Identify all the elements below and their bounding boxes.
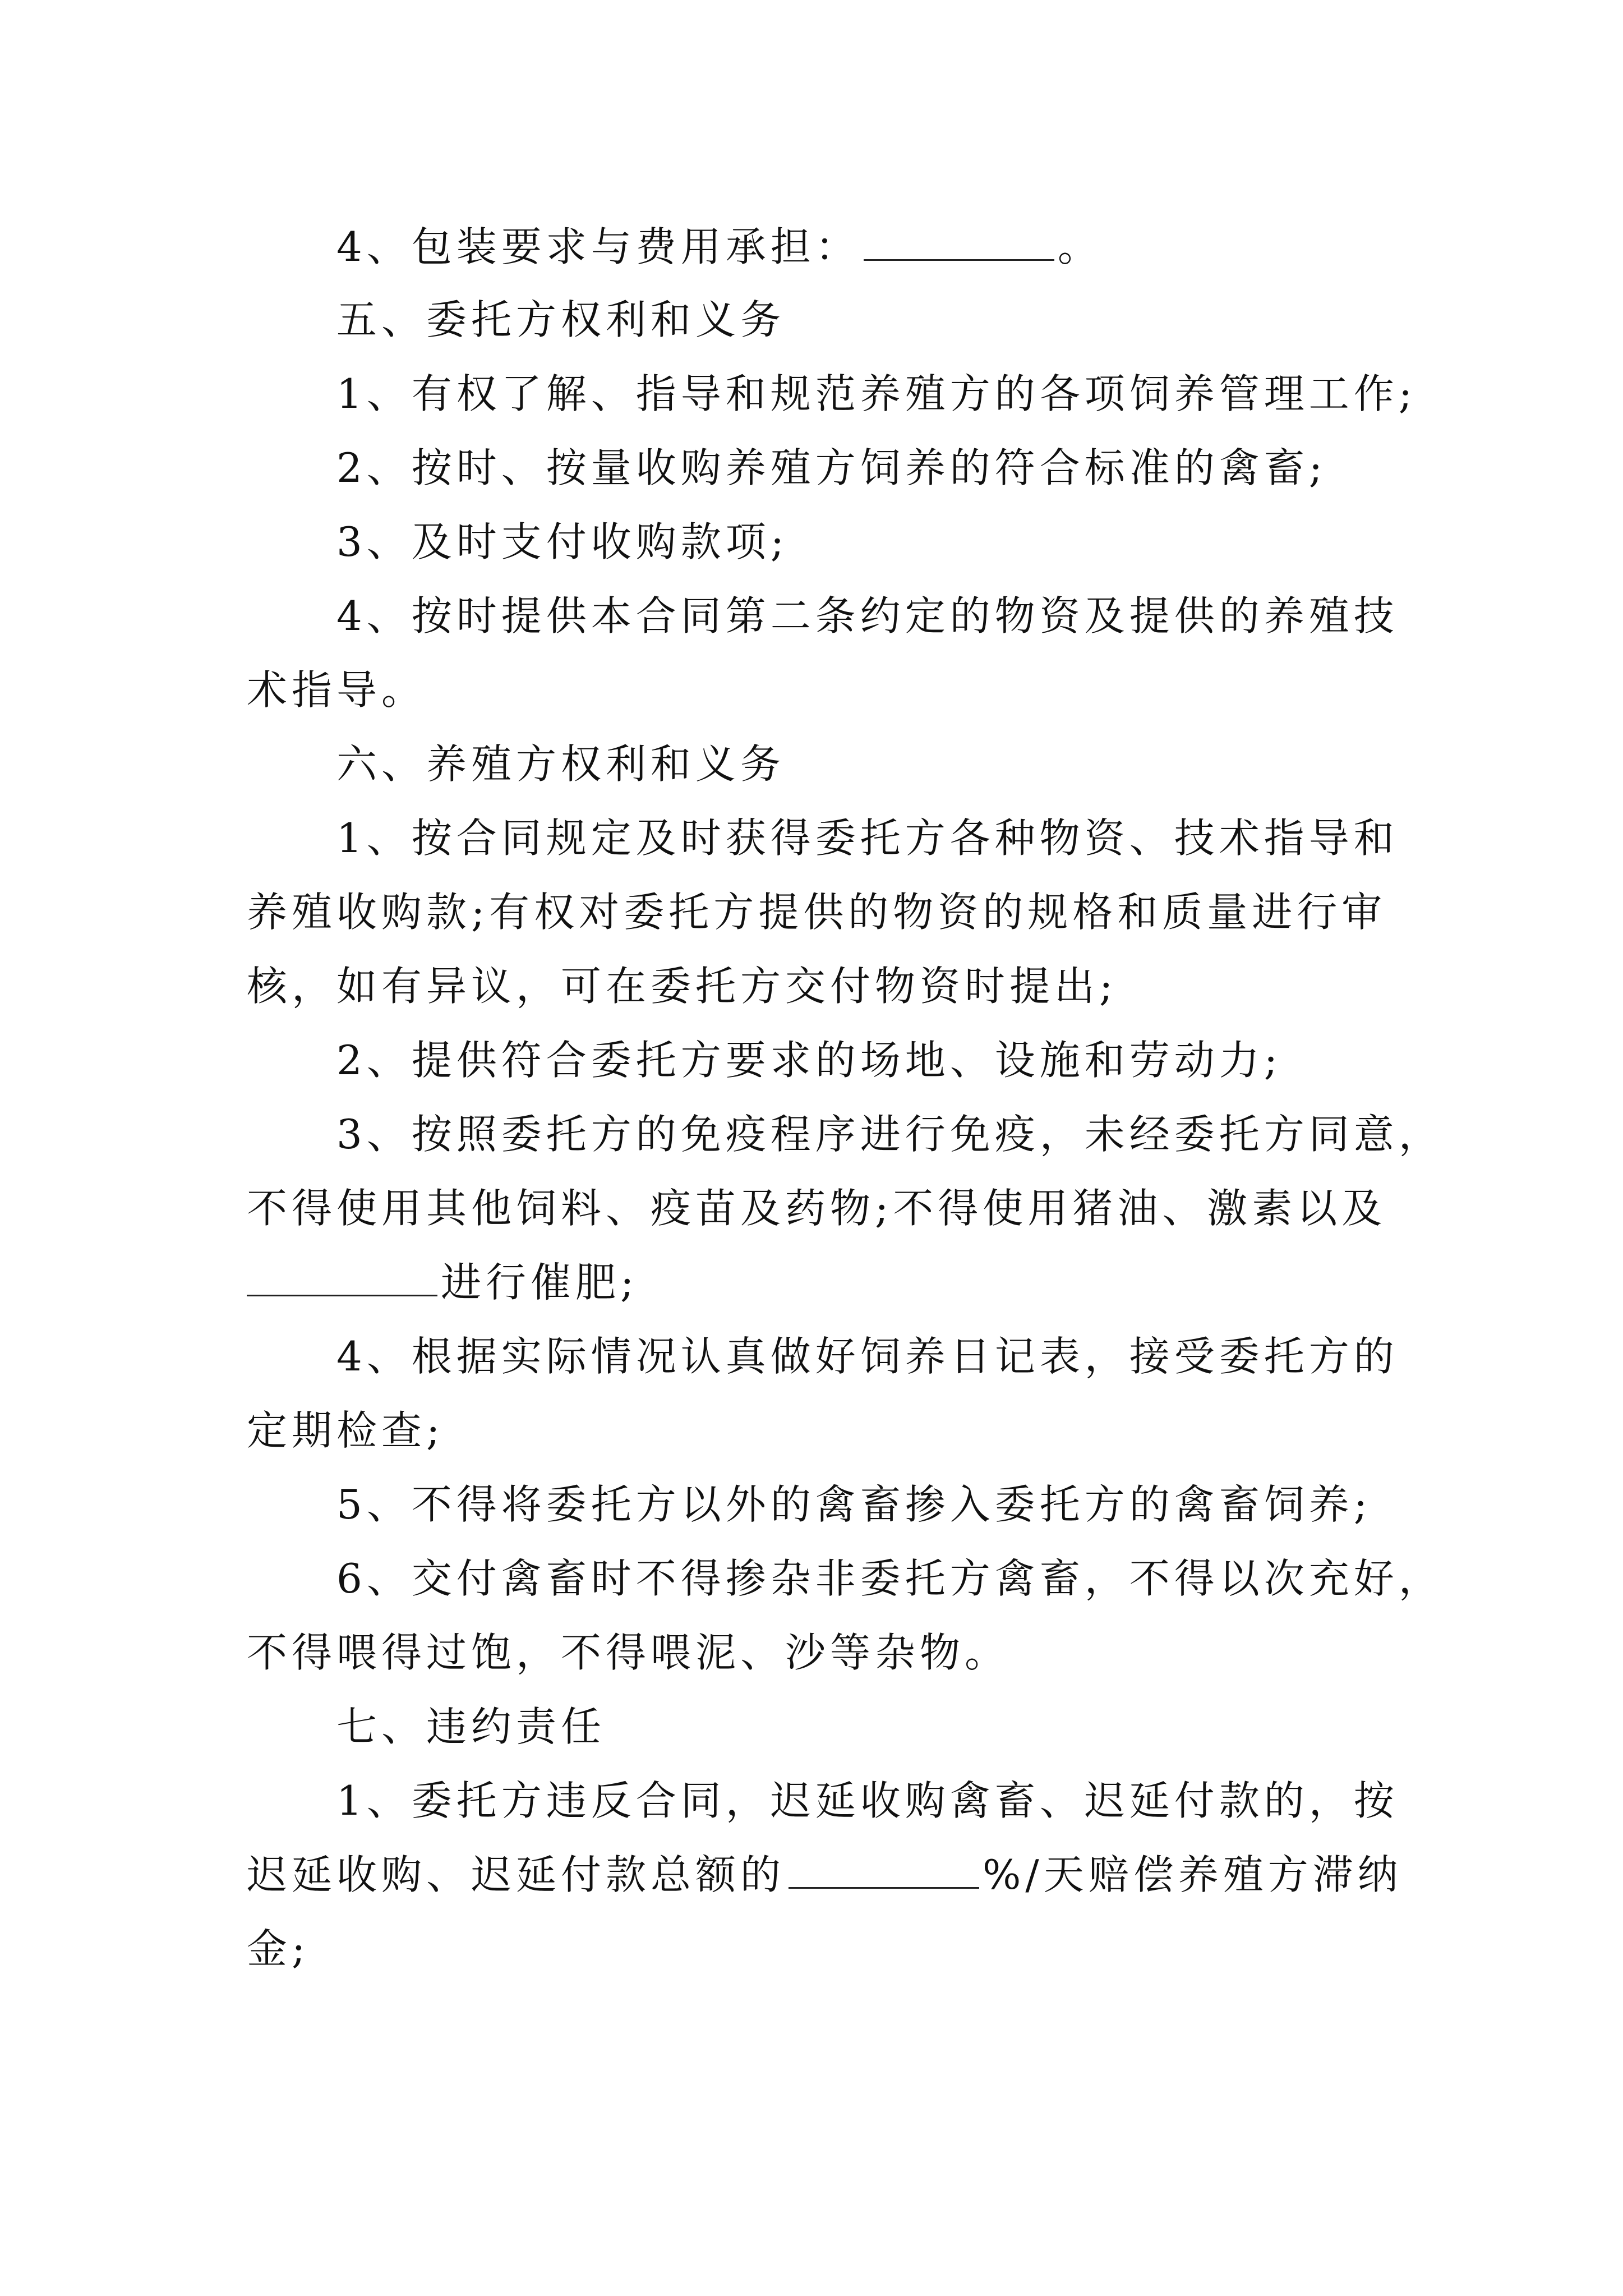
text-segment: 3、按照委托方的免疫程序进行免疫，未经委托方同意， xyxy=(336,1111,1444,1158)
fill-blank xyxy=(864,226,1054,261)
list-item-continuation xyxy=(247,1254,638,1310)
text-segment: 养殖收购款;有权对委托方提供的物资的规格和质量进行审 xyxy=(247,889,1387,936)
text-segment: 不得使用其他饲料、疫苗及药物;不得使用猪油、激素以及 xyxy=(247,1185,1387,1232)
list-item-continuation xyxy=(247,662,426,718)
list-item xyxy=(336,1328,1399,1384)
list-item xyxy=(336,1032,1282,1088)
text-segment: 术指导。 xyxy=(247,666,427,714)
section-heading xyxy=(336,292,785,348)
text-segment: 2、提供符合委托方要求的场地、设施和劳动力; xyxy=(336,1037,1283,1084)
text-segment: 1、委托方违反合同，迟延收购禽畜、迟延付款的，按 xyxy=(336,1777,1399,1824)
heading-text: 七、违约责任 xyxy=(336,1703,606,1750)
list-item-continuation xyxy=(247,1847,1403,1903)
list-item-continuation xyxy=(247,1921,310,1977)
list-item-continuation xyxy=(247,1180,1386,1236)
list-item xyxy=(336,366,1417,422)
text-segment: %/天赔偿养殖方滞纳 xyxy=(983,1851,1403,1898)
text-segment: 3、及时支付收购款项; xyxy=(336,518,789,565)
text-segment: 定期检查; xyxy=(247,1407,445,1454)
paragraph-packaging xyxy=(336,219,1103,275)
text-segment: 金; xyxy=(247,1925,310,1972)
text-segment: 进行催肥; xyxy=(441,1259,639,1306)
text-segment: 不得喂得过饱，不得喂泥、沙等杂物。 xyxy=(247,1629,1010,1676)
list-item-continuation xyxy=(247,958,1117,1014)
text-segment: 5、不得将委托方以外的禽畜掺入委托方的禽畜饲养; xyxy=(336,1481,1372,1528)
list-item xyxy=(336,1773,1399,1829)
text-segment: 4、按时提供本合同第二条约定的物资及提供的养殖技 xyxy=(336,592,1399,639)
text-segment: 迟延收购、迟延付款总额的 xyxy=(247,1851,786,1898)
text-segment: 核，如有异议，可在委托方交付物资时提出; xyxy=(247,963,1118,1010)
text-segment: 1、按合同规定及时获得委托方各种物资、技术指导和 xyxy=(336,815,1399,862)
list-item-continuation xyxy=(247,1402,444,1458)
section-heading xyxy=(336,736,785,792)
list-item xyxy=(336,1106,1444,1162)
heading-text: 六、养殖方权利和义务 xyxy=(336,740,786,788)
text-segment: 。 xyxy=(1057,223,1103,270)
list-item-continuation xyxy=(247,884,1386,940)
list-item xyxy=(336,514,789,570)
fill-blank xyxy=(789,1853,979,1889)
text-segment: 2、按时、按量收购养殖方饲养的符合标准的禽畜; xyxy=(336,444,1327,491)
text-segment: 4、包装要求与费用承担： xyxy=(336,223,860,270)
text-segment: 1、有权了解、指导和规范养殖方的各项饲养管理工作; xyxy=(336,370,1417,417)
list-item-continuation xyxy=(247,1625,1009,1681)
list-item xyxy=(336,1550,1444,1607)
section-heading xyxy=(336,1699,606,1755)
heading-text: 五、委托方权利和义务 xyxy=(336,296,786,343)
fill-blank xyxy=(247,1261,437,1296)
list-item xyxy=(336,1476,1372,1533)
list-item xyxy=(336,810,1399,866)
text-segment: 4、根据实际情况认真做好饲养日记表，接受委托方的 xyxy=(336,1333,1399,1380)
text-segment: 6、交付禽畜时不得掺杂非委托方禽畜，不得以次充好， xyxy=(336,1555,1444,1602)
list-item xyxy=(336,440,1327,496)
list-item xyxy=(336,588,1399,644)
